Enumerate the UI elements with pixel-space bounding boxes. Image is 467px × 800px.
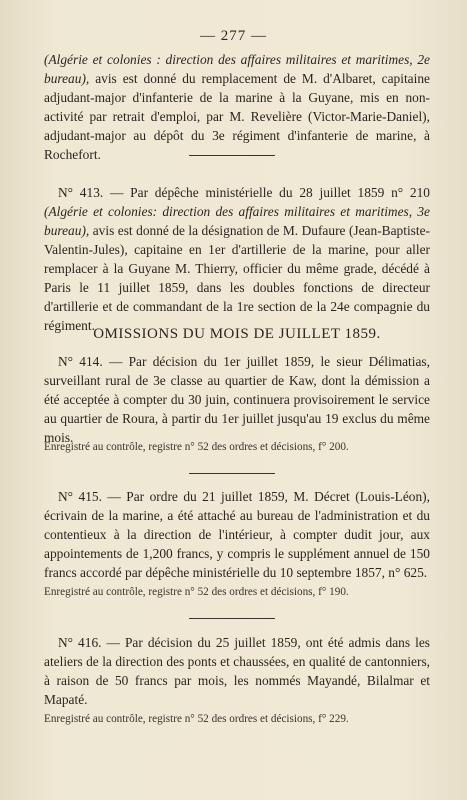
paragraph-413-text: avis est donné de la désignation de M. Dufaure (Jean-Baptiste-Valentin-Jules), capitaine en 1er d'artillerie de la marine, pour aller remplacer à la Guyane M. Thierry, officier du même grade, décédé à Paris le 11 juillet 1859, dans les doubles fonctions de directeur d'artillerie et de commandant de la 1re section de la 24e compagnie du régiment. bbox=[44, 223, 430, 333]
paragraph-continued-italic: (Algérie et colonies : direction des affaires militaires et maritimes, 2e bureau), bbox=[44, 52, 430, 86]
paragraph-414-register-note: Enregistré au contrôle, registre n° 52 des ordres et décisions, f° 200. bbox=[44, 441, 349, 453]
paragraph-413-italic: (Algérie et colonies: direction des affaires militaires et maritimes, 3e bureau), bbox=[44, 204, 430, 238]
section-heading: OMISSIONS DU MOIS DE JUILLET 1859. bbox=[93, 326, 381, 342]
paragraph-416-register-note: Enregistré au contrôle, registre n° 52 des ordres et décisions, f° 229. bbox=[44, 713, 349, 725]
page-number: — 277 — bbox=[200, 28, 267, 44]
paragraph-414 bbox=[44, 352, 430, 447]
section-divider bbox=[189, 473, 275, 474]
paragraph-413-lead: N° 413. — Par dépêche ministérielle du 28 juillet 1859 n° 210 bbox=[58, 185, 430, 200]
section-divider bbox=[189, 618, 275, 619]
paragraph-416 bbox=[44, 633, 430, 709]
paragraph-413 bbox=[44, 183, 430, 335]
paragraph-414-text: N° 414. — Par décision du 1er juillet 1859, le sieur Délimatias, surveillant rural de 3e classe au quartier de Kaw, dont la démission a été acceptée à compter du 30 juin, continuera provisoirement le service au quartier de Roura, à partir du 1er juillet jusqu'au 19 exclus du même mois. bbox=[44, 354, 430, 445]
section-divider bbox=[189, 155, 275, 156]
paragraph-415 bbox=[44, 487, 430, 582]
paragraph-continued-text: avis est donné du remplacement de M. d'Albaret, capitaine adjudant-major d'infanterie de la marine à la Guyane, mis en non-activité par retrait d'emploi, par M. Revelière (Victor-Marie-Daniel), adjudant-major au dépôt du 3e régiment d'infanterie de marine, à Rochefort. bbox=[44, 71, 430, 162]
paragraph-415-text: N° 415. — Par ordre du 21 juillet 1859, M. Décret (Louis-Léon), écrivain de la marine, a été attaché au bureau de l'administration et du contentieux à la direction de l'intérieur, à compter dudit jour, aux appointements de 1,200 francs, y compris le supplément annuel de 150 francs accordé par dépêche ministérielle du 10 septembre 1857, n° 625. bbox=[44, 489, 430, 580]
paragraph-415-register-note: Enregistré au contrôle, registre n° 52 des ordres et décisions, f° 190. bbox=[44, 586, 349, 598]
paragraph-416-text: N° 416. — Par décision du 25 juillet 1859, ont été admis dans les ateliers de la direction des ponts et chaussées, en qualité de cantonniers, à raison de 50 francs par mois, les nommés Mayandé, Bilalmar et Mapaté. bbox=[44, 635, 430, 707]
paragraph-continued bbox=[44, 50, 430, 164]
